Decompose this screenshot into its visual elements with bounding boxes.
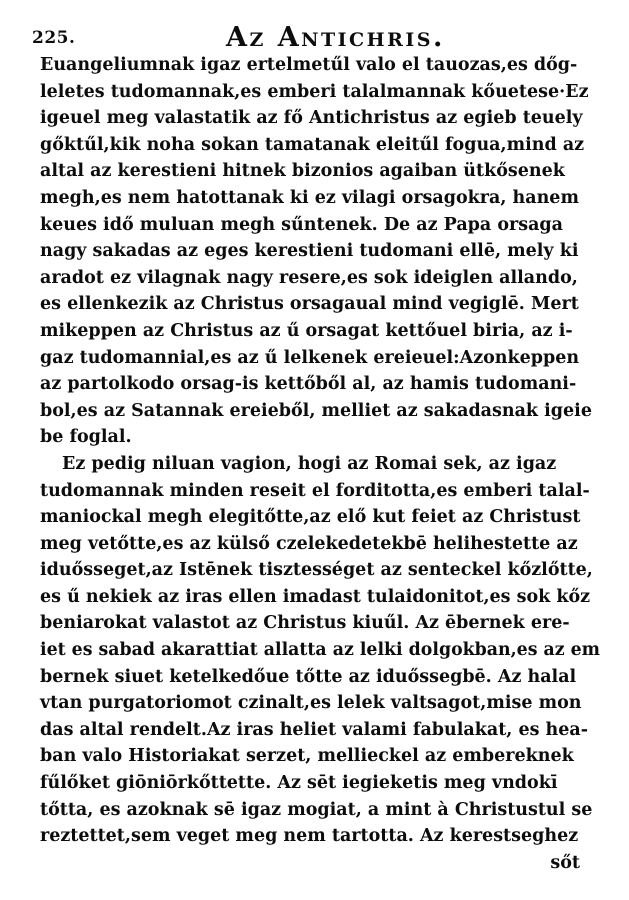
text-line: es ellenkezik az Christus orsagaual mind vegiglē. Mert [40, 294, 579, 315]
page-number: 225. [32, 28, 76, 48]
text-line: gaz tudomannial,es az ű lelkenek ereieuel:Azonkeppen [40, 347, 580, 368]
text-line: iet es sabad akarattiat allatta az lelki dolgokban,es az em [40, 640, 601, 661]
text-line: megh,es nem hatottanak ki ez vilagi orsagokra, hanem [40, 187, 579, 208]
text-line: be foglal. [40, 427, 132, 448]
text-line: ban valo Historiakat serzet, mellieckel az embereknek [40, 746, 574, 767]
text-line: Euangeliumnak igaz ertelmetűl valo el tauozas,es dőg- [40, 55, 578, 75]
page-header [30, 18, 600, 52]
text-line: beniarokat valastot az Christus kiuűl. Az ēbernek ere- [40, 613, 570, 634]
text-line: tőtta, es azoknak sē igaz mogiat, a mint à Christustul se [40, 799, 593, 820]
text-line: altal az kerestieni hitnek bizonios agaiban ütkősenek [40, 161, 565, 182]
paragraph-start-line: Ez pedig niluan vagion, hogi az Romai sek, az igaz [62, 453, 557, 474]
text-line: bernek siuet ketelkedőue tőtte az iduőssegbē. Az halal [40, 666, 577, 687]
text-line: bol,es az Satannak ereieből, melliet az sakadasnak igeie [40, 400, 592, 421]
text-line: gőktűl,kik noha sokan tamatanak eleitűl fogua,mind az [40, 134, 585, 155]
text-line: aradot ez vilagnak nagy resere,es sok ideiglen allando, [40, 267, 578, 288]
text-line: iduősseget,az Istēnek tisztességet az senteckel kőzlőtte, [40, 560, 593, 581]
text-line: meg vetőtte,es az külső czelekedetekbē helihestette az [40, 533, 578, 554]
text-line: vtan purgatoriomot czinalt,es lelek valtsagot,mise mon [40, 693, 582, 714]
text-line: leletes tudomannak,es emberi talalmannak kőuetese·Ez [40, 81, 589, 102]
text-line: keues idő muluan megh sűntenek. De az Papa orsaga [40, 214, 563, 235]
text-line: reztettet,sem veget meg nem tartotta. Az kerestseghez [40, 826, 579, 847]
running-title: Az Antichris. [226, 22, 445, 53]
catchword: sőt [550, 852, 580, 873]
text-line: fűlőket giōniōrkőttette. Az sēt iegieketis meg vndokī [40, 773, 558, 794]
text-line: tudomannak minden reseit el forditotta,es emberi talal- [40, 480, 590, 501]
text-line: nagy sakadas az eges kerestieni tudomani ellē, mely ki [40, 241, 579, 262]
text-line: igeuel meg valastatik az fő Antichristus az egieb teuely [40, 108, 583, 129]
text-line: das altal rendelt.Az iras heliet valami fabulakat, es hea- [40, 719, 589, 740]
text-line: mikeppen az Christus az ű orsagat kettőuel biria, az i- [40, 320, 573, 341]
body-text [40, 52, 600, 876]
text-line: maniockal megh elegitőtte,az elő kut feiet az Christust [40, 507, 581, 528]
text-line: az partolkodo orsag-is kettőből al, az hamis tudomani- [40, 374, 577, 395]
text-line: es ű nekiek az iras ellen imadast tulaidonitot,es sok kőz [40, 586, 591, 607]
